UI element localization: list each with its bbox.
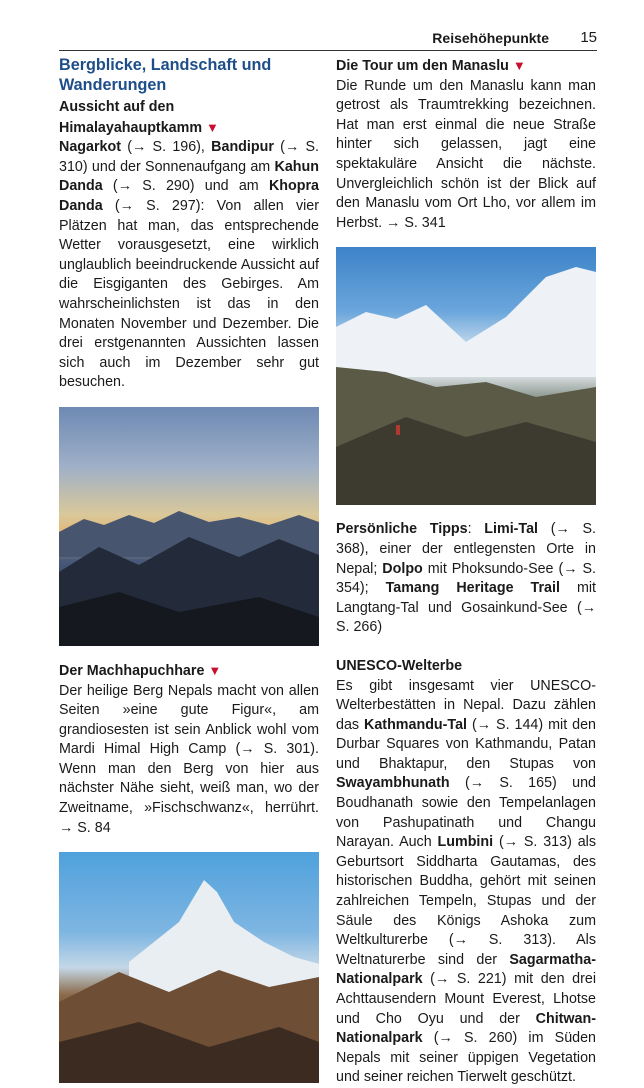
page-number: 15: [580, 29, 597, 46]
right-column: [336, 56, 596, 1088]
subheading-manaslu: Die Tour um den Manaslu ▼: [336, 58, 526, 74]
photo-himalaya-sunset: [59, 407, 319, 646]
header-section-title: Reisehöhepunkte: [432, 30, 549, 46]
photo-manaslu-trek: [336, 247, 596, 505]
photo-machhapuchhare: [59, 852, 319, 1083]
paragraph-manaslu: Die Runde um den Manaslu kann man getrost als Traumtrekking bezeichnen. Hat man erst einmal die neue Straße hinter sich gelassen, jagt eine spektakuläre Ansicht die nächste. Unvergleichlich schön ist der Blick auf den Manaslu vom Ort Lho, vor allem im Herbst. → S. 341: [336, 77, 596, 231]
paragraph-unesco: Es gibt insgesamt vier UNESCO-Welterbestätten in Nepal. Dazu zählen das Kathmandu-Tal (→ S. 144) mit den Durbar Squares von Kathmandu, Patan und Bhaktapur, den Stupas von Swayambhunath (→ S. 165) und Boudhanath sowie den Tempelanlagen von Pashupatinath und Changu Narayan. Auch Lumbini (→ S. 313) als Geburtsort Siddharta Gautamas, des historischen Buddha, gehört mit seinen zahlreichen Tempeln, Stupas und der Säule des Königs Ashoka zum Weltkulturerbe (→ S. 313). Als Weltnaturerbe sind der Sagarmatha-Nationalpark (→ S. 221) mit den drei Achttausendern Mount Everest, Lhotse und Cho Oyu und der Chitwan-Nationalpark (→ S. 260) im Süden Nepals mit seiner üppigen Vegetation und seiner reichen Tierwelt geschützt.: [336, 677, 596, 1086]
subheading-machhapuchhare: Der Machhapuchhare ▼: [59, 662, 222, 679]
running-header: [59, 28, 597, 51]
paragraph-machhapuchhare: Der heilige Berg Nepals macht von allen Seiten »eine gute Figur«, am grandiosesten ist sein Anblick wohl vom Mardi Himal High Camp (→ S. 301). Wenn man den Berg von hier aus nächster Nähe sieht, weiß man, wo der Zweitname, »Fischschwanz«, herrührt. → S. 84: [59, 682, 319, 836]
section-title: Bergblicke, Landschaft und Wanderungen: [59, 56, 272, 94]
left-column: [59, 56, 319, 1083]
subheading-unesco: UNESCO-Welterbe: [336, 657, 463, 674]
marker-icon: ▼: [206, 119, 219, 135]
marker-icon: ▼: [208, 662, 222, 678]
marker-icon: ▼: [512, 58, 526, 73]
subheading-aussicht: Aussicht auf den Himalayahauptkamm ▼: [59, 99, 219, 136]
paragraph-persoenliche-tipps: Persönliche Tipps: Limi-Tal (→ S. 368), einer der entlegensten Orte in Nepal; Dolpo mit Phoksundo-See (→ S. 354); Tamang Heritage Trail mit Langtang-Tal und Gosainkund-See (→ S. 266): [336, 521, 597, 636]
paragraph-aussicht: Nagarkot (→ S. 196), Bandipur (→ S. 310) und der Sonnenaufgang am Kahun Danda (→ S. 290) und am Khopra Danda (→ S. 297): Von allen vier Plätzen hat man, das entsprechende Wetter vorausgesetzt, eine wirklich unglaublich beeindruckende Aussicht auf die Eisgiganten des Gebirges. Am wahrscheinlichsten ist das in den Monaten November und Dezember. Die drei erstgenannten Aussichten lassen sich auch im Dezember sehr gut besuchen.: [59, 139, 319, 391]
